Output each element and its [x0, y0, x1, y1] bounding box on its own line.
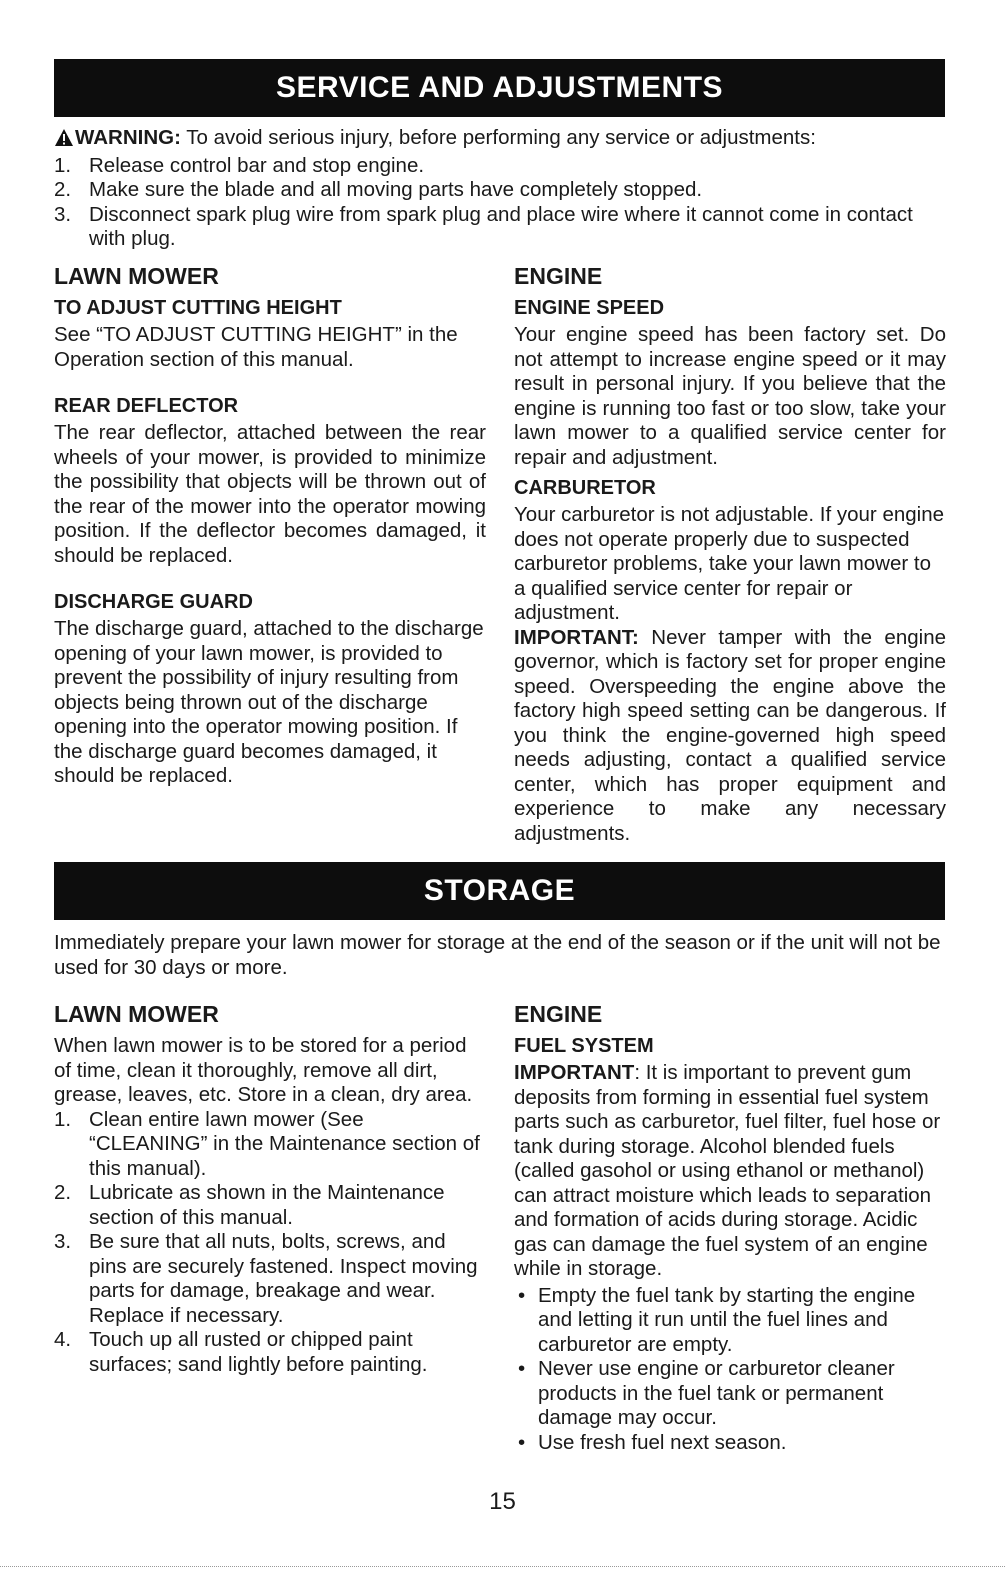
list-item — [54, 1328, 486, 1377]
bottom-divider — [0, 1566, 1005, 1567]
fuel-bullets — [514, 1284, 946, 1456]
step-text: Make sure the blade and all moving parts have completely stopped. — [89, 178, 703, 201]
list-item — [54, 1181, 486, 1230]
section-heading: ENGINE — [514, 263, 603, 289]
storage-lawn-mower-text: When lawn mower is to be stored for a period of time, clean it thoroughly, remove all dirt, grease, leaves, etc. Store in a clean, dry area. — [54, 1034, 473, 1106]
discharge-guard-text: The discharge guard, attached to the discharge opening of your lawn mower, is provided to prevent the possibility of injury resulting from objects being thrown out of the discharge opening into the operator mowing position. If the discharge guard becomes damaged, it should be replaced. — [54, 617, 484, 787]
step-text: Lubricate as shown in the Maintenance section of this manual. — [89, 1181, 445, 1229]
list-item — [54, 1230, 486, 1328]
step-number: 3. — [54, 202, 72, 226]
page-number: 15 — [489, 1488, 516, 1515]
carburetor-heading: CARBURETOR — [514, 477, 656, 499]
section-heading: LAWN MOWER — [54, 263, 219, 289]
bullet-text: Use fresh fuel next season. — [538, 1430, 787, 1454]
important-label: IMPORTANT — [514, 1061, 635, 1084]
warning-line — [54, 126, 945, 154]
bullet-icon: • — [518, 1357, 526, 1380]
list-item — [54, 1108, 486, 1182]
step-text: Touch up all rusted or chipped paint surfaces; sand lightly before painting. — [89, 1328, 428, 1376]
important-label: IMPORTANT: — [514, 625, 639, 649]
bullet-icon: • — [518, 1430, 526, 1454]
storage-intro: Immediately prepare your lawn mower for storage at the end of the season or if the unit will not be used for 30 days or more. — [54, 931, 941, 979]
list-item — [514, 1431, 946, 1456]
step-number: 2. — [54, 1181, 72, 1204]
rear-deflector-text: The rear deflector, attached between the rear wheels of your mower, is provided to minimize the possibility that objects will be thrown out of the rear of the mower into the operator mowing position. If the deflector becomes damaged, it should be replaced. — [54, 421, 486, 567]
bullet-icon: • — [518, 1283, 526, 1307]
storage-steps — [54, 1108, 486, 1378]
warning-label: WARNING: — [75, 126, 181, 149]
list-item — [54, 154, 945, 179]
storage-engine-column — [514, 1000, 946, 1455]
warning-triangle-icon — [54, 128, 74, 154]
warning-block — [54, 126, 945, 252]
list-item — [514, 1357, 946, 1431]
step-text: Release control bar and stop engine. — [89, 153, 425, 177]
storage-lawn-mower-column — [54, 1000, 486, 1377]
rear-deflector-heading: REAR DEFLECTOR — [54, 395, 239, 417]
list-item — [54, 203, 945, 252]
bullet-text: Empty the fuel tank by starting the engine and letting it run until the fuel lines and carburetor are empty. — [538, 1283, 916, 1356]
fuel-system-heading: FUEL SYSTEM — [514, 1035, 654, 1057]
list-item — [54, 178, 945, 203]
carburetor-text: Your carburetor is not adjustable. If your engine does not operate properly due to suspected carburetor problems, take your lawn mower to a qualified service center for repair or adjustment. — [514, 503, 945, 624]
step-number: 3. — [54, 1230, 72, 1253]
list-item — [514, 1284, 946, 1358]
cutting-height-heading: TO ADJUST CUTTING HEIGHT — [54, 297, 342, 319]
important-text: : It is important to prevent gum deposits from forming in essential fuel system parts such as carburetor, fuel filter, fuel hose or tank during storage. Alcohol blended fuels (called gasohol or using ethanol or methanol) can attract moisture which leads to separation and formation of acids during storage. Acidic gas can damage the fuel system of an engine while in storage. — [514, 1061, 941, 1280]
engine-speed-text: Your engine speed has been factory set. Do not attempt to increase engine speed or it may result in personal injury. If you believe that the engine is running too fast or too slow, take your lawn mower to a qualified service center for repair and adjustment. — [514, 323, 946, 469]
step-number: 1. — [54, 153, 72, 177]
storage-banner — [54, 862, 945, 920]
step-number: 2. — [54, 178, 72, 201]
section-heading: ENGINE — [514, 1001, 603, 1027]
service-banner — [54, 59, 945, 117]
step-text: Clean entire lawn mower (See “CLEANING” in the Maintenance section of this manual). — [89, 1107, 480, 1180]
bullet-text: Never use engine or carburetor cleaner products in the fuel tank or permanent damage may occur. — [538, 1357, 895, 1429]
warning-text: To avoid serious injury, before performing any service or adjustments: — [180, 126, 816, 149]
service-engine-column — [514, 262, 946, 846]
discharge-guard-heading: DISCHARGE GUARD — [54, 591, 253, 613]
cutting-height-text: See “TO ADJUST CUTTING HEIGHT” in the Operation section of this manual. — [54, 323, 458, 371]
storage-title: STORAGE — [423, 874, 576, 907]
important-text: Never tamper with the engine governor, which is factory set for proper engine speed. Overspeeding the engine above the factory high speed setting can be dangerous. If you think the engine-governed high speed needs adjusting, contact a qualified service center, which has proper equipment and experience to make any necessary adjustments. — [514, 625, 946, 845]
step-number: 1. — [54, 1107, 72, 1131]
warning-steps — [54, 154, 945, 252]
step-text: Disconnect spark plug wire from spark plug and place wire where it cannot come in contact with plug. — [89, 202, 913, 250]
step-text: Be sure that all nuts, bolts, screws, and pins are securely fastened. Inspect moving parts for damage, breakage and wear. Replace if necessary. — [89, 1230, 478, 1327]
step-number: 4. — [54, 1328, 72, 1351]
service-title: SERVICE AND ADJUSTMENTS — [275, 71, 724, 104]
fuel-important-note — [514, 1061, 946, 1282]
section-heading: LAWN MOWER — [54, 1001, 219, 1027]
engine-speed-heading: ENGINE SPEED — [514, 297, 665, 319]
service-lawn-mower-column — [54, 262, 486, 789]
important-note — [514, 626, 946, 847]
